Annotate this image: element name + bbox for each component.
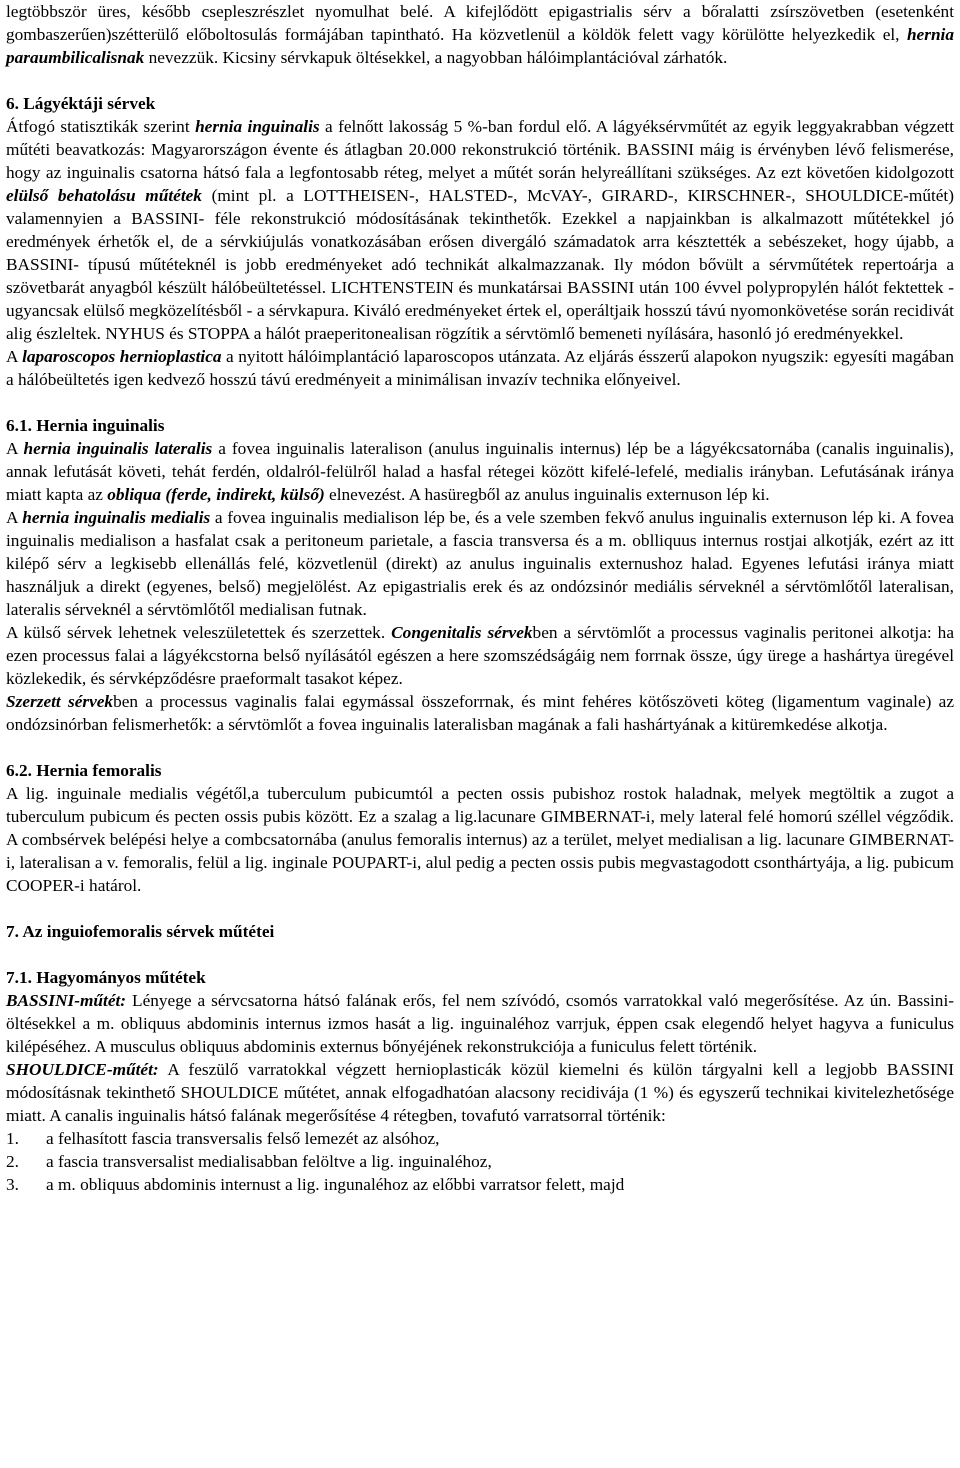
term-elulso-behatolasu: elülső behatolásu műtétek <box>6 186 202 205</box>
section-6-1-paragraph-3: A külső sérvek lehetnek veleszületettek és szerzettek. Congenitalis sérvekben a sérvtömlőt a processus vaginalis peritonei alkotja: ha ezen processus falai a lágyékcstorna belső nyílásától egészen a here szomszédságáig nem forrnak össze, úgy ürege a hashártya üregével közlekedik, és sérvképződésre praeformalt tasakot képez. <box>6 623 954 688</box>
list-item: 2. a fascia transversalist medialisabban felöltve a lig. inguinaléhoz, <box>6 1152 492 1171</box>
section-6-heading: 6. Lágyéktáji sérvek <box>6 94 156 113</box>
numbered-list <box>6 1127 954 1196</box>
section-7-1-heading: 7.1. Hagyományos műtétek <box>6 968 206 987</box>
section-6-1-paragraph-4: Szerzett sérvekben a processus vaginalis falai egymással összeforrnak, és mint fehéres kötőszöveti köteg (ligamentum vaginale) az ondózsinórban felismerhetők: a sérvtömlőt a fovea inguinalis lateralisban magának a fali hashártyának a kitüremkedése alkotja. <box>6 692 954 734</box>
section-6-2-paragraph-1: A lig. inguinale medialis végétől,a tuberculum pubicumtól a pecten ossis pubishoz rostok haladnak, melyek megtöltik a zugot a tuberculum pubicum és pecten ossis pubis között. Ez a szalag a lig.lacunare GIMBERNAT-i, mely lateral felé homorú széllel végződik. A combsérvek belépési helye a combcsatornába (anulus femoralis internus) az a terület, melyet medialisan a lig. lacunare GIMBERNAT-i, lateralisan a v. femoralis, felül a lig. inginale POUPART-i, alul pedig a pecten ossis pubis megvastagodott csonthártyája, a lig. pubicum COOPER-i határol. <box>6 784 954 895</box>
section-6-paragraph-2: A laparoscopos hernioplastica a nyitott hálóimplantáció laparoscopos utánzata. Az eljárás ésszerű alapokon nyugszik: egyesíti magában a hálóbeültetés igen kedvező hosszú távú eredményeit a minimálisan invazív technika előnyeivel. <box>6 347 954 389</box>
term-shouldice-mutet: SHOULDICE-műtét: <box>6 1060 159 1079</box>
section-7-1-paragraph-2: SHOULDICE-műtét: A feszülő varratokkal végzett hernioplasticák közül kiemelni és külön tárgyalni kell a legjobb BASSINI módosításnak tekinthető SHOULDICE műtétet, annak elfogadhatóan alacsony recidivája (1 %) és egyszerű technikai kivitelezhetősége miatt. A canalis inguinalis hátsó falának megerősítése 4 rétegben, tovafutó varratsorral történik: <box>6 1060 954 1125</box>
term-hernia-inguinalis: hernia inguinalis <box>195 117 320 136</box>
section-6-1-heading: 6.1. Hernia inguinalis <box>6 416 165 435</box>
section-6-paragraph-1: Átfogó statisztikák szerint hernia inguinalis a felnőtt lakosság 5 %-ban fordul elő. A lágyéksérvműtét az egyik leggyakrabban végzett műtéti beavatkozás: Magyarországon évente és átlagban 20.000 rekonstrukció történik. BASSINI máig is érvényben lévő felismerése, hogy az inguinalis csatorna hátsó fala a legfontosabb réteg, melyet a műtét során helyreállítani szükséges. Az ezt követően kidolgozott elülső behatolásu műtétek (mint pl. a LOTTHEISEN-, HALSTED-, McVAY-, GIRARD-, KIRSCHNER-, SHOULDICE-műtét) valamennyien a BASSINI- féle rekonstrukció módosításának tekinthetők. Ezekkel a napjainkban is alkalmazott műtétekkel jó eredmények érhetők el, de a sérvkiújulás vonatkozásában erősen divergáló számadatok arra késztették a sebészeket, hogy újabb, a BASSINI- típusú műtéteknél is jobb eredményeket adó technikát alkalmazzanak. Ily módon bővült a sérvműtétek repertoárja a szövetbarát anyagból készült hálóbeültetéssel. LICHTENSTEIN és munkatársai BASSINI után 100 évvel polypropylén hálót fektettek - ugyancsak elülső megközelítésből - a sérvkapura. Kiváló eredményeket értek el, operáltjaik hosszú távú nyomonkövetése során recidivát alig észleltek. NYHUS és STOPPA a hálót praeperitonealisan rögzítik a sérvtömlő bemeneti nyílására, hasonló jó eredményekkel. <box>6 117 955 343</box>
list-item: 3. a m. obliquus abdominis internust a lig. ingunaléhoz az előbbi varratsor felett, majd <box>6 1175 625 1194</box>
section-6-1-paragraph-2: A hernia inguinalis medialis a fovea inguinalis medialison lép be, és a vele szemben fekvő anulus inguinalis externuson lép ki. A fovea inguinalis medialison a hasfalat csak a peritoneum parietale, a fascia transversa és a m. oblliquus internus rostjai alkotják, ezért az itt kilépő sérv a legkisebb ellenállás felé, közvetlenül (direkt) az anulus inguinalis externushoz halad. Egyenes lefutási iránya miatt használjuk a direkt (egyenes, belső) megjelölést. Az epigastrialis erek és az ondózsinór mediális sérveknél a sérvtömlőtől lateralisan, lateralis sérveknél a sérvtömlőtől medialisan futnak. <box>6 508 954 619</box>
section-7-1-paragraph-1: BASSINI-műtét: Lényege a sérvcsatorna hátsó falának erős, fel nem szívódó, csomós varratokkal való megerősítése. Az ún. Bassini-öltésekkel a m. obliquus abdominis internus izmos hasát a lig. inguinaléhoz varrjuk, éppen csak elegendő helyet hagyva a funiculus kilépéséhez. A musculus obliquus abdominis externus bőnyéjének rekonstrukciója a funiculus felett történik. <box>6 991 954 1056</box>
section-7-heading: 7. Az inguiofemoralis sérvek műtétei <box>6 922 275 941</box>
term-obliqua: obliqua (ferde, indirekt, külső) <box>107 485 325 504</box>
term-congenitalis: Congenitalis sérvek <box>391 623 533 642</box>
term-laparoscopos: laparoscopos hernioplastica <box>22 347 222 366</box>
term-hernia-paraumbilicalis: hernia paraumbilicalisnak <box>6 25 954 67</box>
section-6-1-paragraph-1: A hernia inguinalis lateralis a fovea inguinalis lateralison (anulus inguinalis internus) lép be a lágyékcsatornába (canalis inguinalis), annak lefutását követi, tehát ferdén, oldalról-felülről halad a hasfal rétegei között kifelé-lefelé, medialis irányban. Lefutásának iránya miatt kapta az obliqua (ferde, indirekt, külső) elnevezést. A hasüregből az anulus inguinalis externuson lép ki. <box>6 439 954 504</box>
term-bassini-mutet: BASSINI-műtét: <box>6 991 127 1010</box>
section-6-2-heading: 6.2. Hernia femoralis <box>6 761 162 780</box>
intro-paragraph: legtöbbször üres, később csepleszrészlet nyomulhat belé. A kifejlődött epigastrialis sérv a bőralatti zsírszövetben (esetenként gombaszerűen)szétterülő előboltosulás formájában tapintható. Ha közvetlenül a köldök felett vagy körülötte helyezkedik el, hernia paraumbilicalisnak nevezzük. Kicsiny sérvkapuk öltésekkel, a nagyobban hálóimplantációval zárhatók. <box>6 2 954 67</box>
term-hernia-inguinalis-lateralis: hernia inguinalis lateralis <box>23 439 213 458</box>
term-hernia-inguinalis-medialis: hernia inguinalis medialis <box>22 508 211 527</box>
list-item: 1. a felhasított fascia transversalis felső lemezét az alsóhoz, <box>6 1129 440 1148</box>
term-szerzett: Szerzett sérvek <box>6 692 114 711</box>
